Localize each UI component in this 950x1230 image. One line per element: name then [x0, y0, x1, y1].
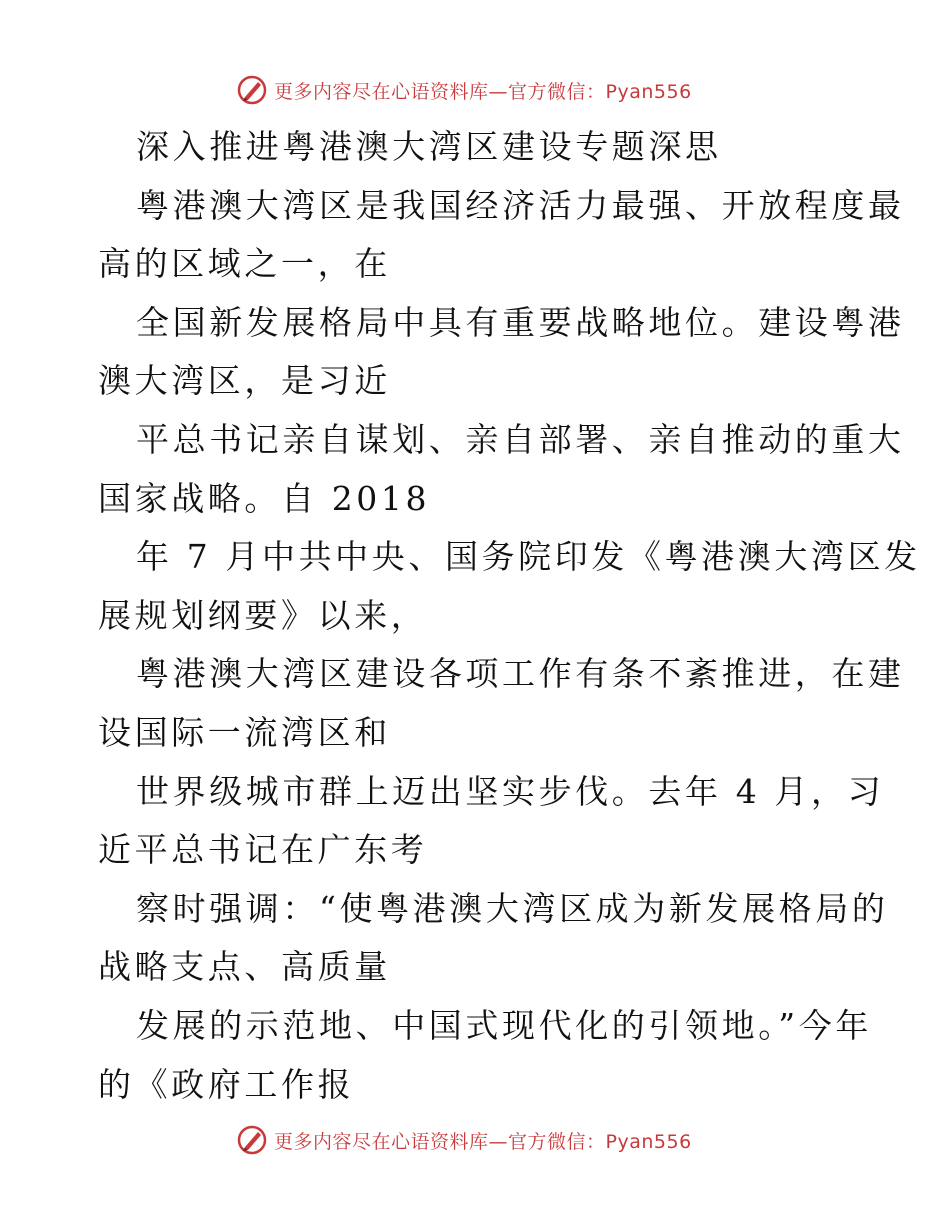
paragraph-line: 世界级城市群上迈出坚实步伐。去年 4 月，习	[136, 771, 885, 811]
footer-banner-text: 更多内容尽在心语资料库—官方微信：Pyan556	[274, 1130, 692, 1153]
paragraph-line: 近平总书记在广东考	[98, 830, 428, 870]
pen-logo-icon	[236, 1124, 268, 1156]
pen-logo-icon	[236, 74, 268, 106]
document-body	[98, 118, 921, 1114]
header-banner-text: 更多内容尽在心语资料库—官方微信：Pyan556	[274, 80, 692, 103]
paragraph-line: 粤港澳大湾区建设各项工作有条不紊推进，在建	[136, 654, 905, 694]
paragraph-line: 年 7 月中共中央、国务院印发《粤港澳大湾区发	[136, 537, 921, 577]
paragraph-line: 发展的示范地、中国式现代化的引领地。”今年	[136, 1005, 872, 1045]
paragraph-line: 粤港澳大湾区是我国经济活力最强、开放程度最	[136, 185, 905, 225]
paragraph-line: 高的区域之一，在	[98, 244, 391, 284]
header-banner	[236, 72, 692, 108]
paragraph-line: 察时强调：“使粤港澳大湾区成为新发展格局的	[136, 888, 889, 928]
paragraph-line: 的《政府工作报	[98, 1064, 355, 1104]
paragraph-line: 战略支点、高质量	[98, 947, 391, 987]
paragraph-line: 设国际一流湾区和	[98, 712, 391, 752]
paragraph-line: 全国新发展格局中具有重要战略地位。建设粤港	[136, 302, 905, 342]
footer-banner	[236, 1122, 692, 1158]
paragraph-line: 国家战略。自 2018	[98, 478, 431, 518]
document-title: 深入推进粤港澳大湾区建设专题深思	[136, 127, 722, 166]
paragraph-line: 澳大湾区，是习近	[98, 361, 391, 401]
paragraph-line: 展规划纲要》以来，	[98, 595, 428, 635]
paragraph-line: 平总书记亲自谋划、亲自部署、亲自推动的重大	[136, 419, 905, 459]
